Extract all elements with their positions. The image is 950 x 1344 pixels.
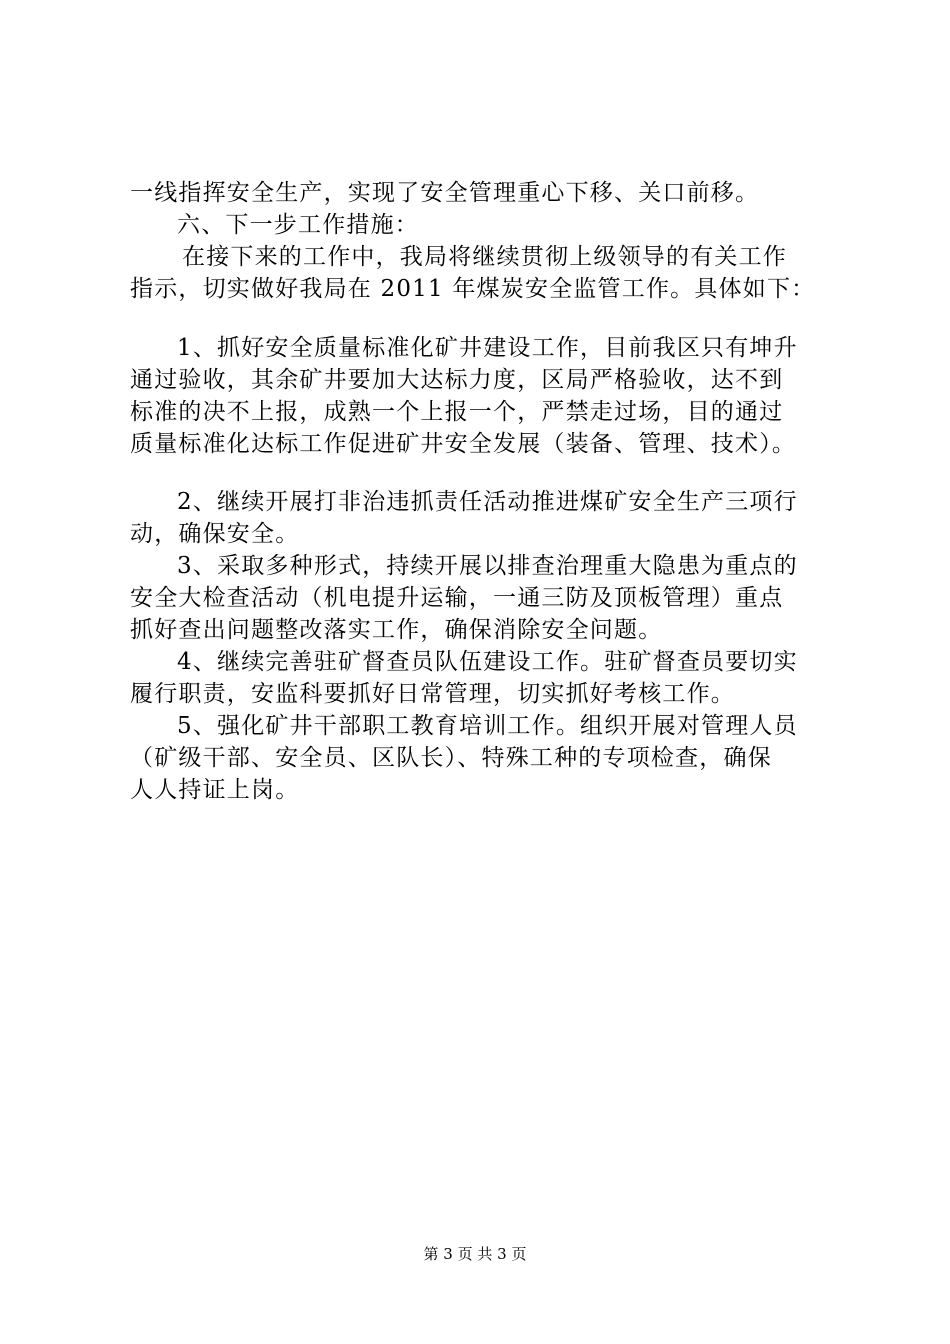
- list-item-line: 人人持证上岗。: [130, 777, 300, 803]
- body-line: 在接下来的工作中，我局将继续贯彻上级领导的有关工作: [182, 244, 787, 270]
- list-item-line: 3、采取多种形式，持续开展以排查治理重大隐患为重点的: [177, 553, 798, 579]
- list-item-line: 5、强化矿井干部职工教育培训工作。组织开展对管理人员: [177, 713, 798, 739]
- list-item-line: 抓好查出问题整改落实工作，确保消除安全问题。: [130, 617, 663, 643]
- body-line: 一线指挥安全生产，实现了安全管理重心下移、关口前移。: [130, 180, 760, 206]
- list-item-line: 质量标准化达标工作促进矿井安全发展（装备、管理、技术）。: [130, 431, 797, 457]
- list-item-line: 履行职责，安监科要抓好日常管理，切实抓好考核工作。: [130, 681, 735, 707]
- page-number-footer: 第 3 页 共 3 页: [423, 1245, 527, 1263]
- list-item-line: 1、抓好安全质量标准化矿井建设工作，目前我区只有坤升: [177, 335, 798, 361]
- list-item-line: （矿级干部、安全员、区队长）、特殊工种的专项检查，确保: [130, 745, 772, 771]
- list-item-line: 2、继续开展打非治违抓责任活动推进煤矿安全生产三项行: [177, 489, 798, 515]
- list-item-line: 通过验收，其余矿井要加大达标力度，区局严格验收，达不到: [130, 367, 784, 393]
- list-item-line: 安全大检查活动（机电提升运输，一通三防及顶板管理）重点: [130, 585, 784, 611]
- list-item-line: 动，确保安全。: [130, 521, 300, 547]
- list-item-line: 标准的决不上报，成熟一个上报一个，严禁走过场，目的通过: [130, 399, 784, 425]
- section-heading: 六、下一步工作措施：: [177, 212, 419, 238]
- list-item-line: 4、继续完善驻矿督查员队伍建设工作。驻矿督查员要切实: [177, 649, 798, 675]
- body-line: 指示，切实做好我局在 2011 年煤炭安全监管工作。具体如下：: [130, 276, 816, 302]
